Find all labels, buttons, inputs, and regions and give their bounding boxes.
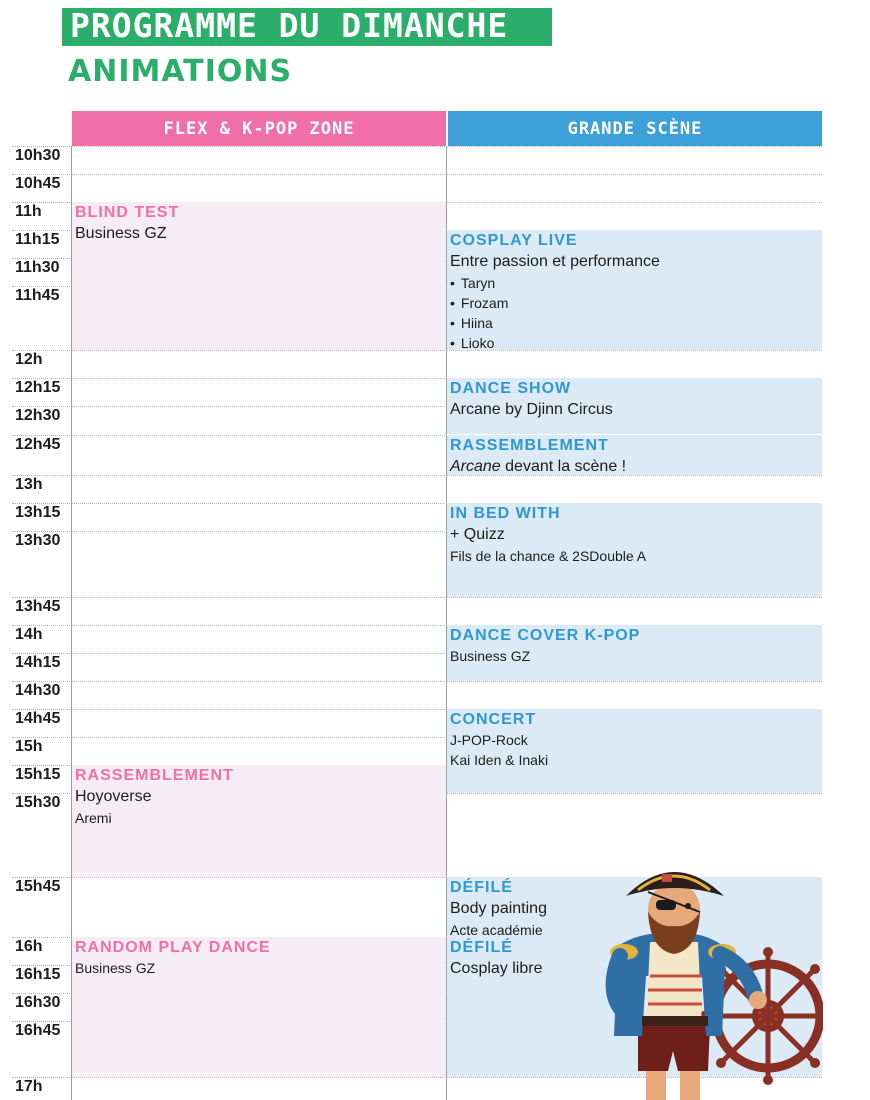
row-separator [72, 435, 447, 436]
row-separator [72, 597, 447, 598]
performer-item: • Lioko [450, 333, 819, 350]
time-label: 17h [15, 1078, 43, 1095]
event-rassemblement-hoyoverse [72, 765, 446, 877]
page-title: PROGRAMME DU DIMANCHE [70, 6, 509, 45]
time-label: 12h [15, 351, 43, 368]
event-subtitle: Hoyoverse [75, 788, 152, 805]
column-header-flex: FLEX & K-POP ZONE [72, 111, 446, 146]
performer-list [450, 273, 819, 350]
event-subtitle: Business GZ [75, 225, 167, 242]
event-title: DÉFILÉ [450, 879, 513, 896]
time-label: 13h15 [15, 504, 61, 521]
row-separator [72, 625, 447, 626]
event-subtitle: Body painting [450, 900, 547, 917]
time-label: 13h45 [15, 598, 61, 615]
row-separator [72, 174, 447, 175]
event-title: BLIND TEST [75, 204, 180, 221]
row-separator [447, 174, 822, 175]
page-subtitle: ANIMATIONS [68, 54, 293, 89]
time-label: 14h [15, 626, 43, 643]
event-detail: Acte académie [450, 922, 543, 937]
time-label: 15h30 [15, 794, 61, 811]
event-subtitle-emphasis: Arcane [450, 458, 501, 475]
event-subtitle: Arcane by Djinn Circus [450, 401, 613, 418]
time-label: 14h45 [15, 710, 61, 727]
event-title: RANDOM PLAY DANCE [75, 939, 271, 956]
event-title: CONCERT [450, 711, 537, 728]
time-label: 11h30 [15, 259, 60, 276]
row-separator [72, 681, 447, 682]
row-separator [447, 793, 822, 794]
event-detail: Business GZ [450, 648, 531, 664]
row-separator [447, 681, 822, 682]
event-detail: Business GZ [75, 960, 156, 976]
time-label: 16h15 [15, 966, 61, 983]
time-label: 14h15 [15, 654, 61, 671]
row-separator [72, 531, 447, 532]
event-subtitle [450, 456, 819, 475]
event-random-play-dance [72, 937, 446, 1077]
time-label: 11h15 [15, 231, 60, 248]
event-in-bed-with [447, 503, 822, 597]
row-separator [72, 475, 447, 476]
event-concert [447, 709, 822, 793]
time-label: 12h30 [15, 407, 61, 424]
row-separator [72, 406, 447, 407]
time-label: 16h30 [15, 994, 61, 1011]
event-subtitle: Entre passion et performance [450, 253, 660, 270]
event-detail: Aremi [75, 810, 112, 826]
row-separator [72, 737, 447, 738]
event-dance-show [447, 378, 822, 434]
row-separator [447, 475, 822, 476]
event-subtitle-rest: devant la scène ! [500, 458, 627, 475]
event-rassemblement-arcane [447, 435, 822, 475]
row-separator [72, 653, 447, 654]
event-title: IN BED WITH [450, 505, 561, 522]
row-separator [72, 503, 447, 504]
performer-item: • Hiina [450, 313, 819, 333]
row-separator [447, 202, 822, 203]
event-title: DANCE SHOW [450, 380, 572, 397]
event-title: DÉFILÉ [450, 939, 513, 956]
time-label: 12h45 [15, 436, 61, 453]
row-separator [447, 146, 822, 147]
event-title: RASSEMBLEMENT [450, 437, 609, 454]
row-separator [447, 597, 822, 598]
pirate-mascot-illustration [598, 866, 823, 1100]
event-detail: Fils de la chance & 2SDouble A [450, 548, 647, 564]
event-detail: Kai Iden & Inaki [450, 752, 549, 768]
time-label: 11h [15, 203, 42, 220]
row-separator [72, 1077, 447, 1078]
event-subtitle: Cosplay libre [450, 960, 543, 977]
time-label: 14h30 [15, 682, 61, 699]
time-label: 10h45 [15, 175, 61, 192]
time-label: 15h [15, 738, 43, 755]
performer-item: • Taryn [450, 273, 819, 293]
time-label: 15h45 [15, 878, 61, 895]
time-label: 15h15 [15, 766, 61, 783]
time-label: 16h45 [15, 1022, 61, 1039]
performer-item: • Frozam [450, 293, 819, 313]
row-separator [72, 709, 447, 710]
time-label: 10h30 [15, 147, 61, 164]
row-separator [72, 877, 447, 878]
event-detail: J-POP-Rock [450, 732, 528, 748]
row-separator [72, 146, 447, 147]
time-label: 13h [15, 476, 43, 493]
time-label: 12h15 [15, 379, 61, 396]
row-separator [72, 350, 447, 351]
row-separator [447, 350, 822, 351]
event-title: RASSEMBLEMENT [75, 767, 234, 784]
event-title: COSPLAY LIVE [450, 232, 578, 249]
event-title: DANCE COVER K-POP [450, 627, 641, 644]
row-separator [72, 378, 447, 379]
event-dance-cover-kpop [447, 625, 822, 681]
time-label: 16h [15, 938, 43, 955]
time-label: 13h30 [15, 532, 61, 549]
time-label: 11h45 [15, 287, 60, 304]
column-header-stage: GRANDE SCÈNE [448, 111, 822, 146]
event-blind-test [72, 202, 446, 350]
event-subtitle: + Quizz [450, 526, 505, 543]
event-cosplay-live [447, 230, 822, 350]
